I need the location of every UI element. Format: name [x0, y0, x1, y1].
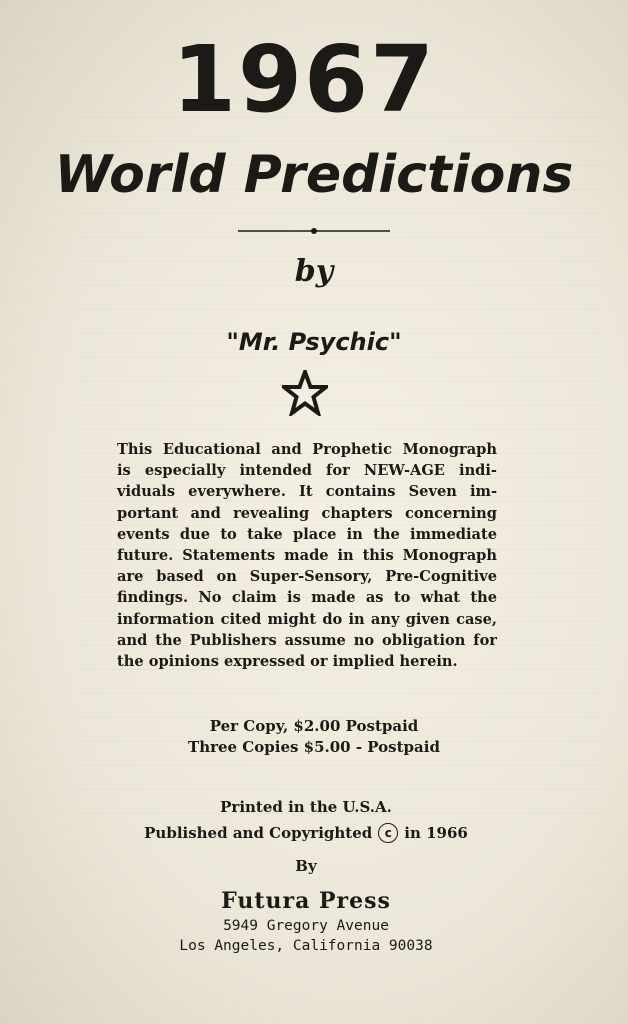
publisher-name: Futura Press	[221, 888, 391, 914]
published-suffix: in 1966	[404, 824, 468, 842]
publisher-by-label: By	[295, 857, 317, 875]
description-line: is especially intended for NEW-AGE indi-	[117, 462, 497, 480]
by-label: by	[294, 254, 334, 289]
description-line: findings. No claim is made as to what the	[117, 589, 497, 607]
description-line: viduals everywhere. It contains Seven im-	[117, 483, 497, 501]
address-line-2: Los Angeles, California 90038	[179, 938, 433, 954]
cover-year: 1967	[171, 26, 437, 133]
description-line: portant and revealing chapters concerning	[117, 504, 497, 522]
published-prefix: Published and Copyrighted	[144, 824, 373, 842]
cover-title: World Predictions	[54, 145, 574, 205]
price-per-copy: Per Copy, $2.00 Postpaid	[209, 717, 419, 735]
description-line: and the Publishers assume no obligation for	[117, 631, 497, 649]
copyright-icon: c	[378, 823, 398, 843]
ornamental-divider	[238, 228, 390, 234]
description-line: This Educational and Prophetic Monograph	[117, 441, 497, 458]
price-three-copies: Three Copies $5.00 - Postpaid	[188, 738, 440, 756]
description-line: are based on Super-Sensory, Pre-Cognitive	[117, 568, 497, 586]
imprint-block	[0, 794, 612, 846]
description-line: the opinions expressed or implied herein.	[117, 653, 458, 671]
description-line: information cited might do in any given case,	[117, 610, 497, 628]
author-name: "Mr. Psychic"	[226, 328, 402, 356]
monograph-description	[117, 439, 497, 672]
description-line: future. Statements made in this Monograph	[117, 547, 497, 565]
address-line-1: 5949 Gregory Avenue	[223, 918, 389, 934]
printed-in: Printed in the U.S.A.	[220, 798, 392, 816]
publisher-address	[0, 916, 612, 956]
copyright-line	[144, 820, 468, 846]
star-outline-icon	[282, 370, 328, 416]
description-line: events due to take place in the immediate	[117, 525, 497, 543]
pricing-block	[0, 716, 628, 758]
